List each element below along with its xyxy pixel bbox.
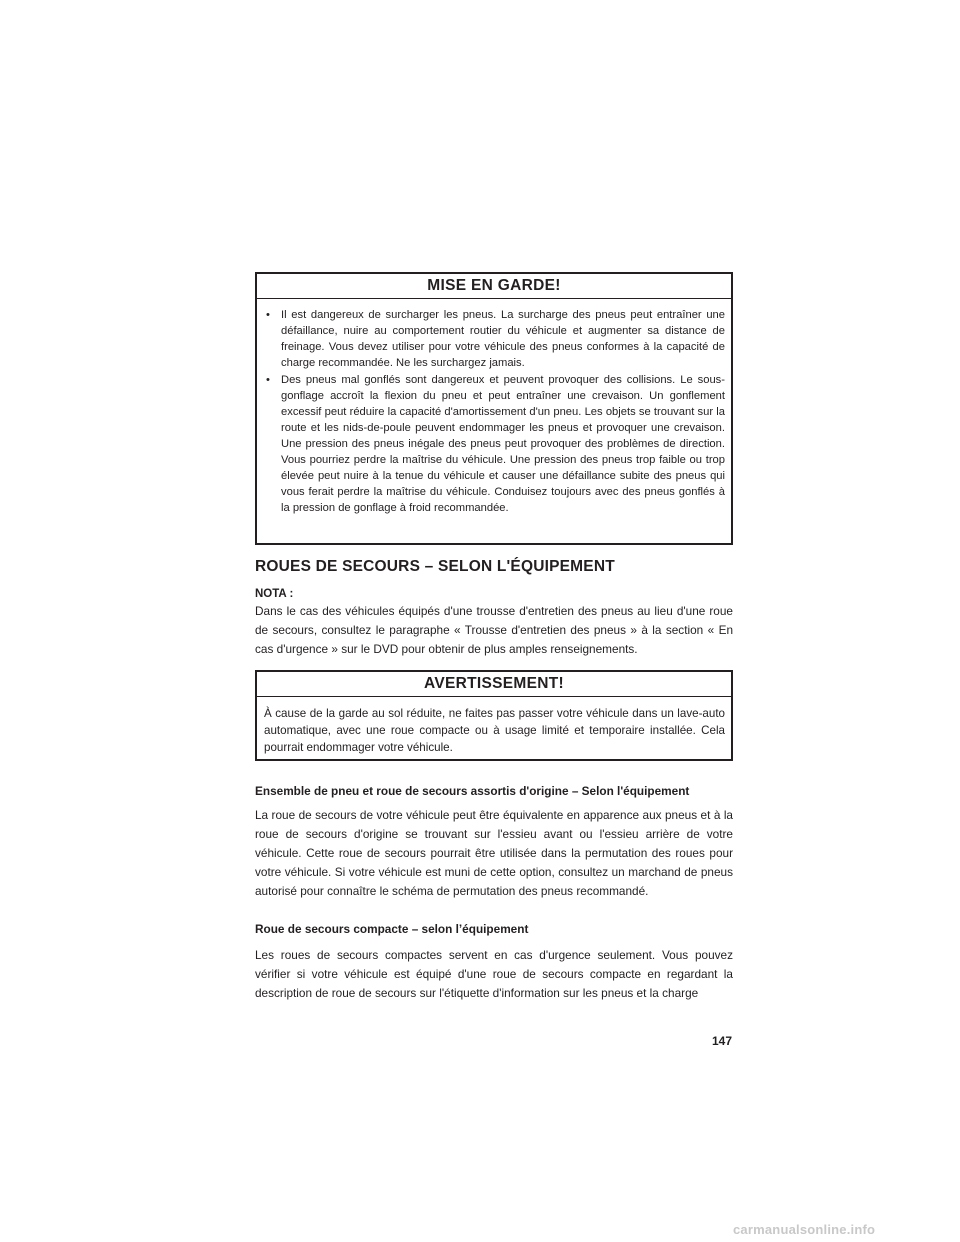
- watermark-text: carmanualsonline.info: [733, 1222, 876, 1237]
- warning-bullet-item: [265, 372, 725, 516]
- subsection-paragraph: La roue de secours de votre véhicule peut être équivalente en apparence aux pneus et à la roue de secours d'origine se trouvant sur l'essieu avant ou l'essieu arrière de votre véhicule. Cette roue de secours pourrait être utilisée dans la permutation des roues pour votre véhicule. Si votre véhicule est muni de cette option, consultez un marchand de pneus autorisé pour connaître le schéma de permutation des pneus recommandé.: [255, 808, 733, 898]
- warning-box-body: À cause de la garde au sol réduite, ne faites pas passer votre véhicule dans un lave-auto automatique, avec une roue compacte ou à usage limité et temporaire installée. Cela pourrait endommager votre véhicule.: [264, 707, 725, 754]
- warning-bullet-text: Des pneus mal gonflés sont dangereux et peuvent provoquer des collisions. Le sous-gonflage accroît la flexion du pneu et peut entraîner une crevaison. Un gonflement excessif peut réduire la capacité d'amortissement d'un pneu. Les objets se trouvant sur la route et les nids-de-poule peuvent endommager les pneus et provoquer une crevaison. Une pression des pneus inégale des pneus peut provoquer des problèmes de direction. Vous pourriez perdre la maîtrise du véhicule. Une pression des pneus trop faible ou trop élevée peut nuire à la tenue du véhicule et causer une défaillance subite des pneus qui vous ferait perdre la maîtrise du véhicule. Conduisez toujours avec des pneus gonflés à la pression de gonflage à froid recommandée.: [281, 374, 725, 514]
- warning-box-title: MISE EN GARDE!: [257, 274, 731, 299]
- bullet-icon: •: [266, 309, 270, 321]
- subsection-heading: Roue de secours compacte – selon l’équipement: [255, 922, 529, 936]
- warning-box-advisory: [255, 670, 733, 761]
- section-title: ROUES DE SECOURS – SELON L'ÉQUIPEMENT: [255, 558, 615, 575]
- note-text: Dans le cas des véhicules équipés d'une trousse d'entretien des pneus au lieu d'une roue de secours, consultez le paragraphe « Trousse d'entretien des pneus » à la section « En cas d'urgence » sur le DVD pour obtenir de plus amples renseignements.: [255, 604, 733, 656]
- bullet-icon: •: [266, 374, 270, 386]
- warning-box-title: AVERTISSEMENT!: [257, 672, 731, 697]
- warning-bullet-item: [265, 307, 725, 371]
- page-number: 147: [712, 1034, 733, 1048]
- note-label: NOTA :: [255, 588, 294, 600]
- warning-bullet-list: [265, 307, 725, 516]
- subsection-heading: Ensemble de pneu et roue de secours assortis d'origine – Selon l'équipement: [255, 784, 690, 798]
- warning-bullet-text: Il est dangereux de surcharger les pneus. La surcharge des pneus peut entraîner une défaillance, nuire au comportement routier du véhicule et augmenter sa distance de freinage. Vous devez utiliser pour votre véhicule des pneus conformes à la capacité de charge recommandée. Ne les surchargez jamais.: [281, 309, 725, 369]
- subsection-paragraph: Les roues de secours compactes servent en cas d'urgence seulement. Vous pouvez vérifier si votre véhicule est équipé d'une roue de secours compacte en regardant la description de roue de secours sur l'étiquette d'information sur les pneus et la charge: [255, 948, 733, 1000]
- warning-box-body: [257, 299, 731, 523]
- warning-box-caution: [255, 272, 733, 545]
